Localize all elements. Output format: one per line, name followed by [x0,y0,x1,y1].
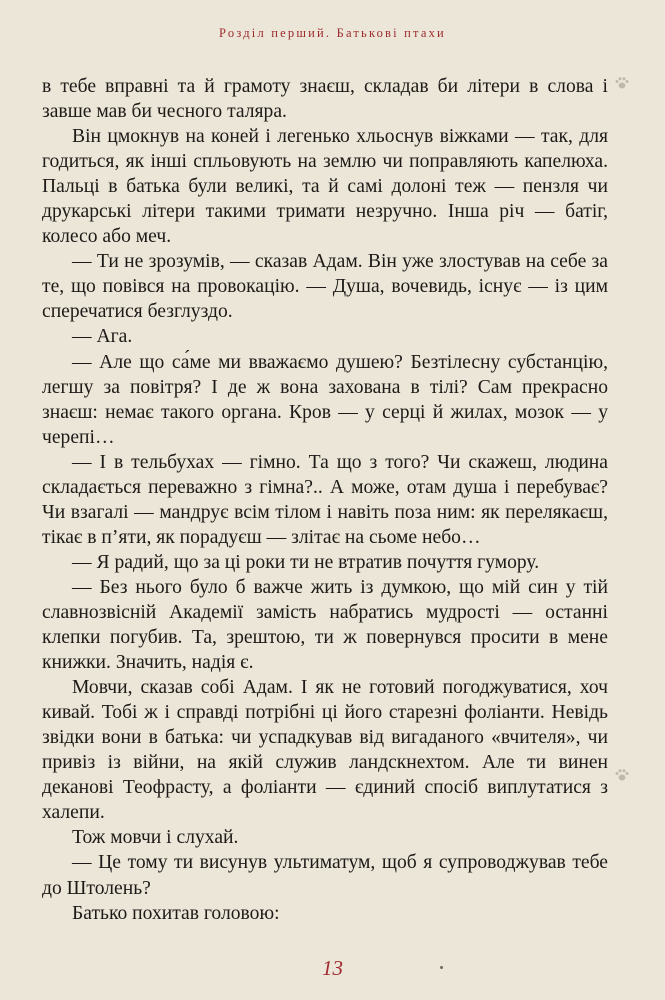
paw-print-icon [614,76,630,90]
paragraph: — Але що са́ме ми вважаємо душею? Безтілесну субстанцію, легшу за повітря? І де ж вона захована в тілі? Сам прекрасно знаєш: немає такого органа. Кров — у серці й жилах, мозок — у черепі… [42,351,608,448]
paragraph: — Ти не зрозумів, — сказав Адам. Він уже злостував на себе за те, що повівся на провокацію. — Душа, вочевидь, існує — із цим сперечатися безглуздо. [42,251,608,323]
paragraph: — Я радий, що за ці роки ти не втратив почуття гумору. [72,551,540,573]
paragraph: Тож мовчи і слухай. [72,827,239,849]
paragraph: — Це тому ти висунув ультиматум, щоб я супроводжував тебе до Штолень? [42,852,608,899]
paragraph: Батько похитав головою: [72,902,280,924]
paragraph: — І в тельбухах — гімно. Та що з того? Чи скажеш, людина складається переважно з гімна?.. А може, отам душа і перебуває? Чи взагалі — мандрує всім тілом і навіть поза ним: як перелякаєш, тікає в п’яти, як порадуєш — злітає на сьоме небо… [42,451,608,548]
paragraph: в тебе вправні та й грамоту знаєш, складав би літери в слова і завше мав би чесного таляра. [42,76,608,123]
paw-print-icon [614,768,630,782]
paragraph: Мовчи, сказав собі Адам. І як не готовий погоджуватися, хоч кивай. Тобі ж і справді потрібні ці його старезні фоліанти. Невідь звідки вони в батька: чи успадкував від вигаданого «вчителя», чи привіз із війни, на якій служив ландскнехтом. Але ти винен деканові Теофрасту, а фоліанти — єдиний спосіб виплутатися з халепи. [42,677,608,824]
running-head: Розділ перший. Батькові птахи [219,26,446,40]
paragraph: Він цмокнув на коней і легенько хльоснув віжками — так, для годиться, як інші спльовують на землю чи поправляють капелюха. Пальці в батька були великі, та й самі долоні теж — пензля чи друкарські літери такими тримати незручно. Інша річ — батіг, колесо або меч. [42,126,608,248]
page-body-text [42,74,608,926]
paragraph: — Без нього було б важче жить із думкою, що мій син у тій славнозвісній Академії замість набратись мудрості — останні клепки погубив. Та, зрештою, ти ж повернувся просити в мене книжки. Значить, надія є. [42,576,608,674]
page-number: 13 [322,956,343,980]
paragraph: — Ага. [72,326,133,348]
